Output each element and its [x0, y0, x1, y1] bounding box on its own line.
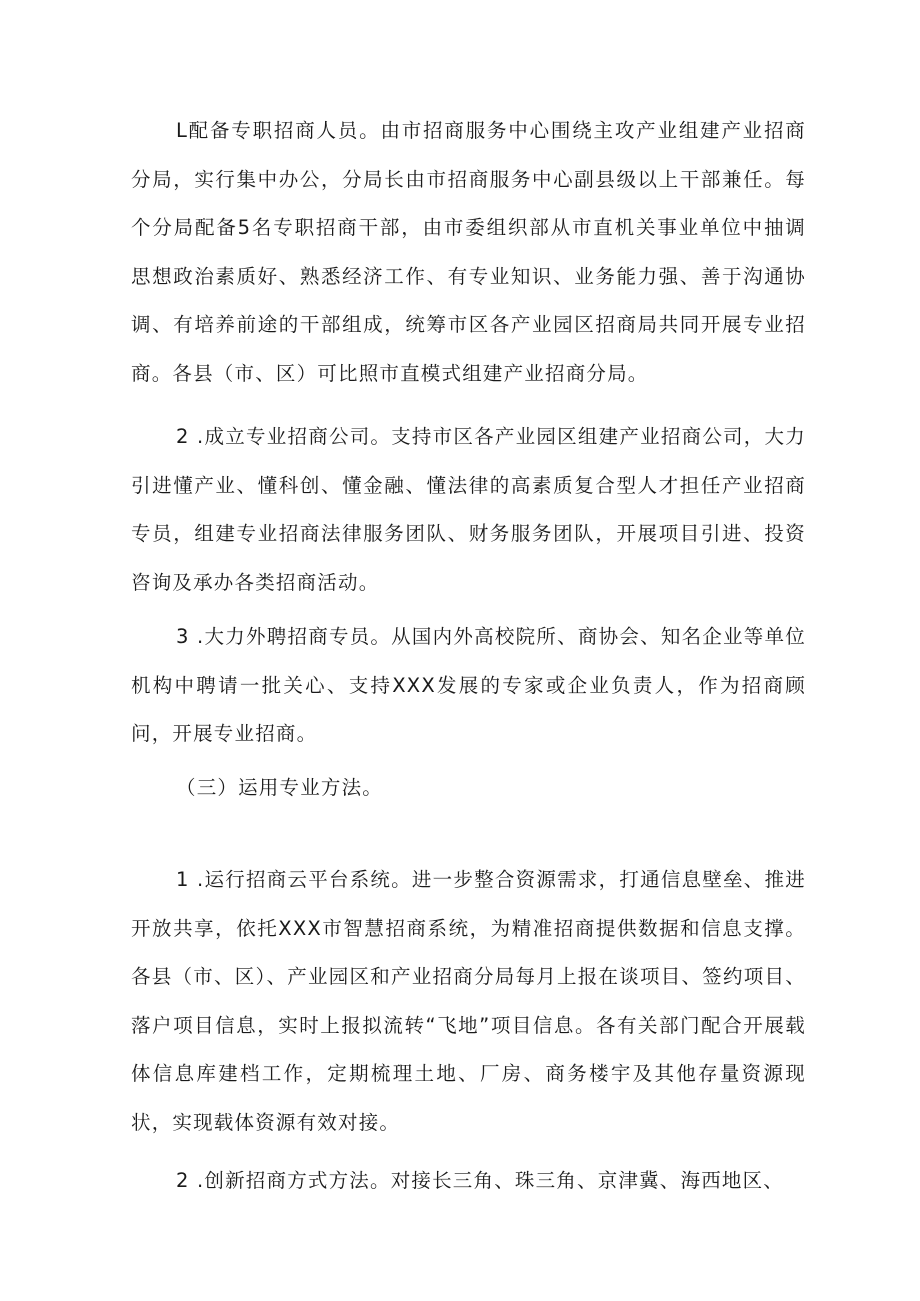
paragraph-company: 2 .成立专业招商公司。支持市区各产业园区组建产业招商公司，大力引进懂产业、懂科创、懂金融、懂法律的高素质复合型人才担任产业招商专员，组建专业招商法律服务团队、财务服务团队，开展项目引进、投资咨询及承办各类招商活动。 — [131, 425, 806, 594]
paragraph-hire-experts: 3 .大力外聘招商专员。从国内外高校院所、商协会、知名企业等单位机构中聘请一批关心、支持XXX发展的专家或企业负责人，作为招商顾问，开展专业招商。 — [131, 625, 806, 745]
paragraph-staffing: L配备专职招商人员。由市招商服务中心围绕主攻产业组建产业招商分局，实行集中办公，分局长由市招商服务中心副县级以上干部兼任。每个分局配备5名专职招商干部，由市委组织部从市直机关事业单位中抽调思想政治素质好、熟悉经济工作、有专业知识、业务能力强、善于沟通协调、有培养前途的干部组成，统筹市区各产业园区招商局共同开展专业招商。各县（市、区）可比照市直模式组建产业招商分局。 — [131, 119, 806, 385]
paragraph-innovation: 2 .创新招商方式方法。对接长三角、珠三角、京津冀、海西地区、 — [176, 1169, 785, 1192]
section-heading: （三）运用专业方法。 — [176, 776, 384, 799]
paragraph-cloud-platform: 1 .运行招商云平台系统。进一步整合资源需求，打通信息壁垒、推进开放共享，依托XXX市智慧招商系统，为精准招商提供数据和信息支撑。各县（市、区）、产业园区和产业招商分局每月上报在谈项目、签约项目、落户项目信息，实时上报拟流转“飞地”项目信息。各有关部门配合开展载体信息库建档工作，定期梳理土地、厂房、商务楼宇及其他存量资源现状，实现载体资源有效对接。 — [131, 868, 806, 1134]
